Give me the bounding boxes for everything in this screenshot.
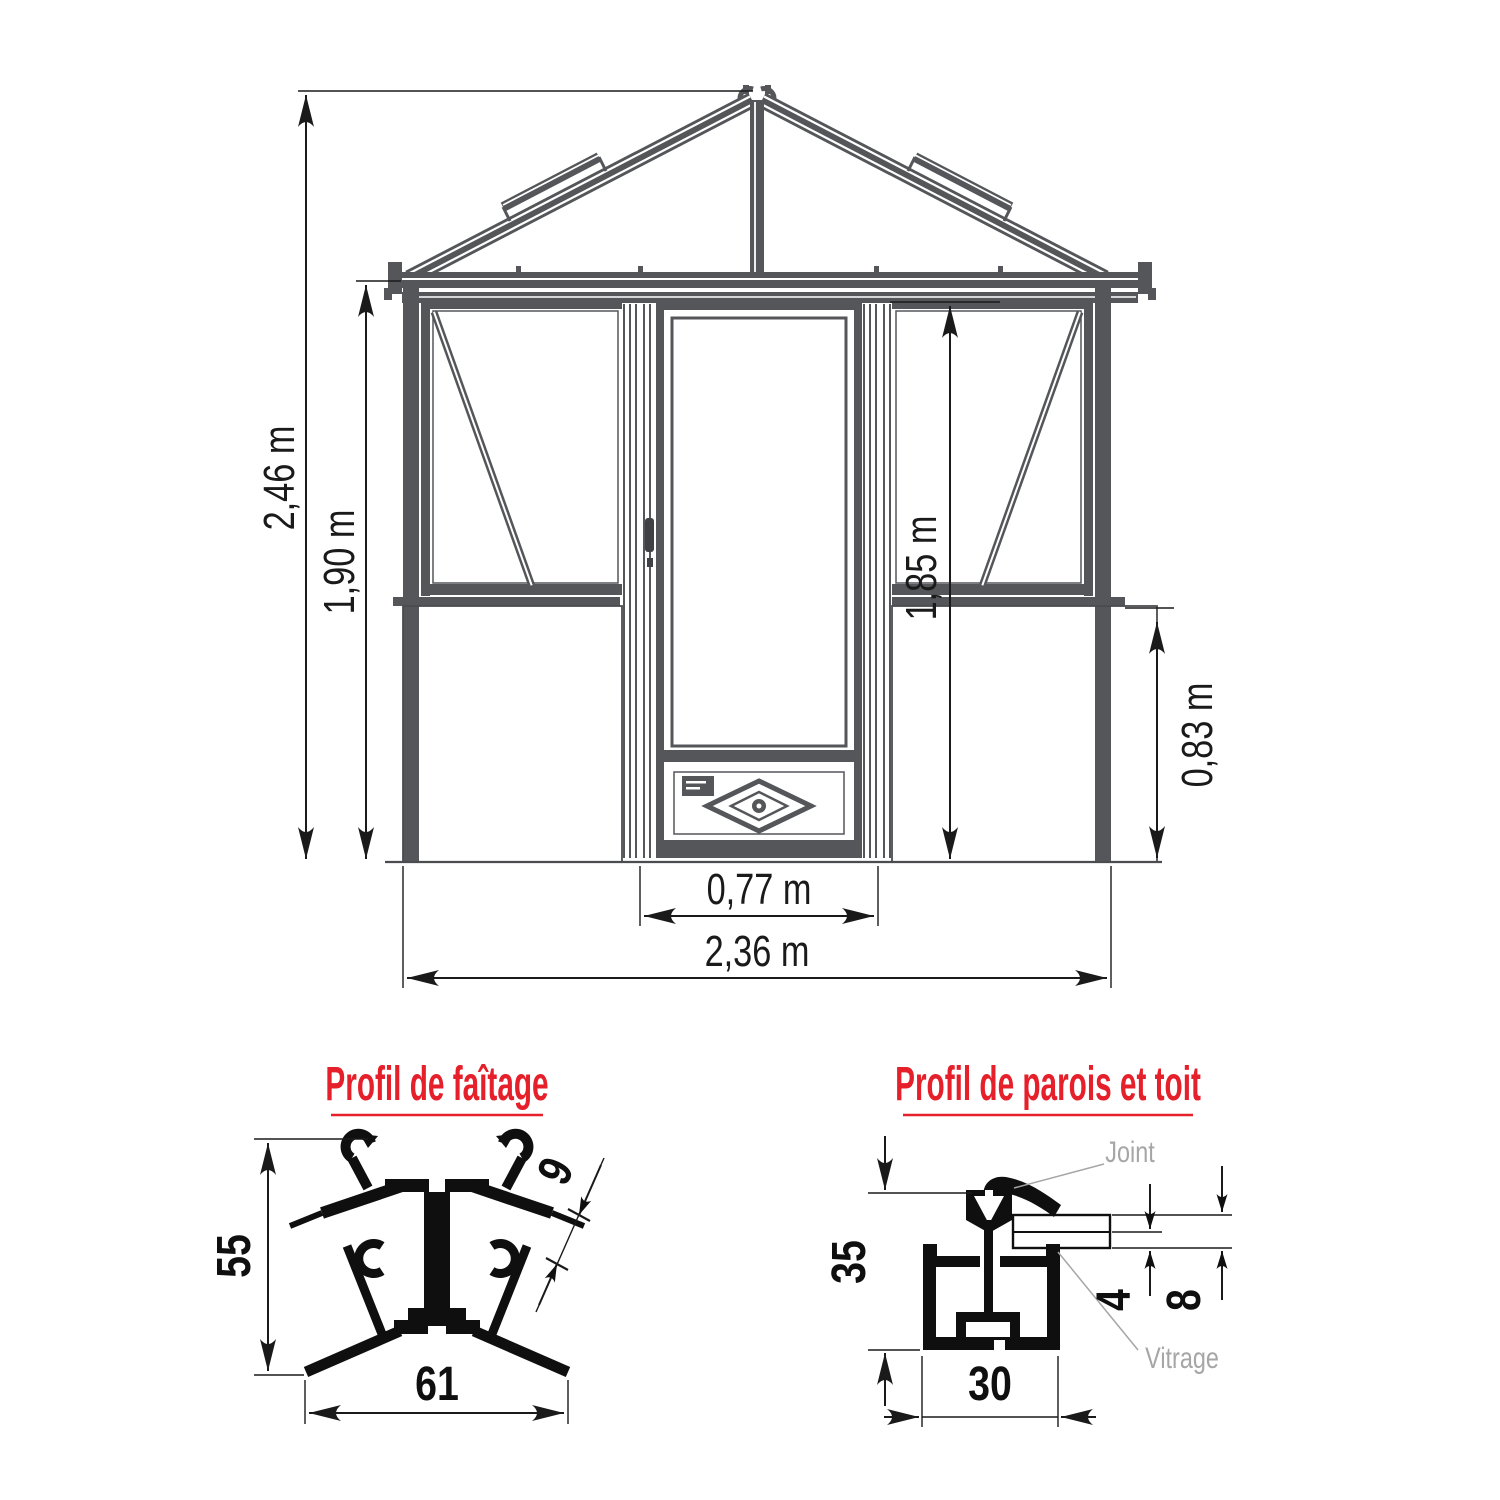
label-total-width: 2,36 m xyxy=(704,926,810,977)
label-panel-thickness: 8 xyxy=(1157,1289,1211,1311)
label-base-height: 0,83 m xyxy=(1172,682,1223,788)
eave-beams xyxy=(384,262,1156,303)
ridge-profile-title: Profil de faîtage xyxy=(325,1057,549,1111)
roof-right-slope xyxy=(760,97,1107,282)
wall-roof-profile-shape xyxy=(923,1177,1110,1350)
label-total-height: 2,46 m xyxy=(254,425,305,531)
glazing-label: Vitrage xyxy=(1145,1341,1219,1375)
dim-base-height xyxy=(1125,608,1174,858)
gable-center-post xyxy=(750,100,764,276)
label-door-width: 0,77 m xyxy=(706,864,812,915)
joint-leader-line xyxy=(1014,1164,1104,1188)
label-wallroof-height: 35 xyxy=(822,1240,876,1284)
door-handle xyxy=(645,518,654,552)
wall-roof-profile-dimensions xyxy=(822,1136,1232,1427)
joint-label: Joint xyxy=(1105,1135,1155,1169)
label-ridge-channel: 9 xyxy=(526,1149,585,1193)
label-glass-thickness: 4 xyxy=(1087,1289,1141,1311)
label-door-height: 1,85 m xyxy=(896,515,947,621)
wall-roof-profile-section xyxy=(822,1058,1232,1427)
door-spec-plate xyxy=(682,776,714,796)
label-ridge-height: 55 xyxy=(207,1234,261,1278)
base-wall-left xyxy=(403,606,622,862)
roof-left-slope xyxy=(407,97,754,282)
greenhouse-elevation xyxy=(384,85,1162,862)
label-ridge-width: 61 xyxy=(415,1357,459,1411)
base-wall-right xyxy=(892,606,1157,862)
label-wallroof-width: 30 xyxy=(968,1357,1012,1411)
ridge-profile-section xyxy=(207,1058,604,1424)
sliding-door xyxy=(645,306,858,854)
wall-roof-profile-title: Profil de parois et toit xyxy=(895,1057,1201,1111)
label-wall-height: 1,90 m xyxy=(314,509,365,615)
